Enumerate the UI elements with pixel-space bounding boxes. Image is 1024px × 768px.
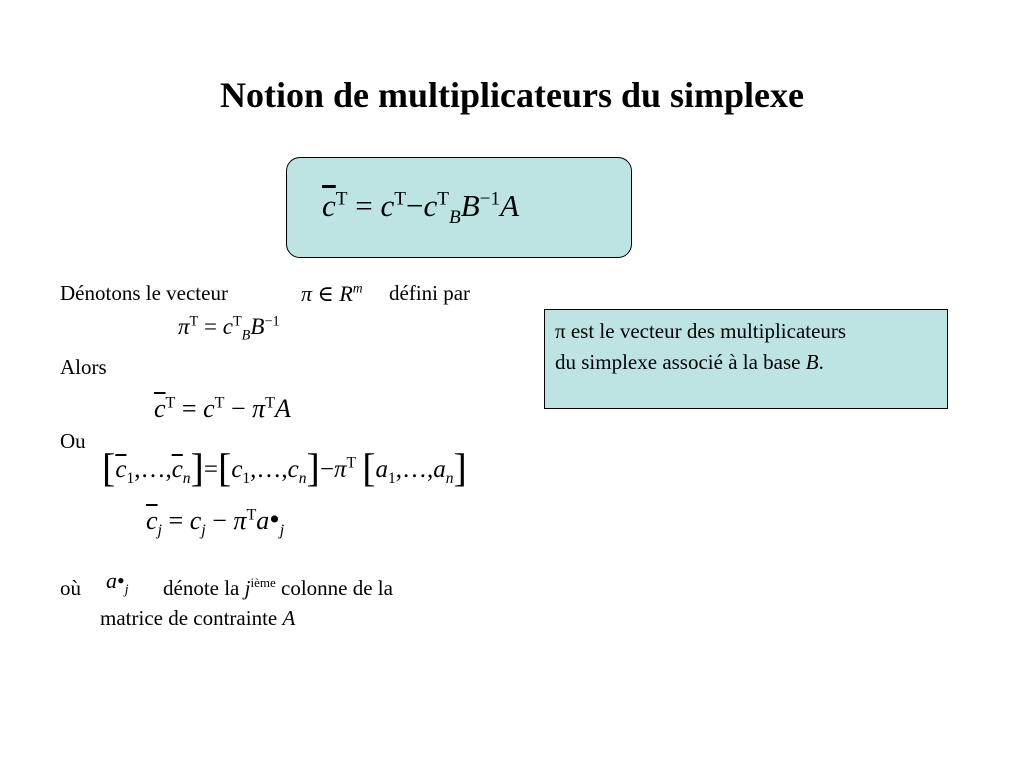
a-dot-j: $a•_j$ (106, 568, 129, 597)
vector-equation: $[\overline{c}_1,\dots,\overline{c}_n]=[c_1,\dots,c_n]-\pi^T$ $[a_1,\dots,a_n]$ (102, 445, 467, 490)
denote-line: dénote la $j^{ième}$ colonne de la (163, 575, 393, 600)
matrice-line: matrice de contrainte A (100, 606, 296, 630)
ou-accent-label: où (60, 576, 81, 600)
pi-in-rm: π ∈ $R^m$ (301, 280, 363, 306)
info-box (544, 309, 948, 409)
ou-label: Ou (60, 429, 86, 453)
denotons-prefix: Dénotons le vecteur (60, 281, 228, 305)
box-formula: $\overline{c}^T = c^T-c^T_BB^{-1}A$ (322, 188, 520, 229)
alors-label: Alors (60, 355, 107, 379)
denotons-suffix: défini par (389, 281, 471, 305)
reduced-cost-equation: $\overline{c}^T = c^T - \pi^TA$ (154, 394, 291, 423)
pi-definition: $\pi^T = c^T_BB^{-1}$ (178, 313, 280, 344)
info-line-1: π est le vecteur des multiplicateurs (555, 319, 847, 343)
info-line-2: du simplexe associé à la base B. (555, 350, 824, 374)
slide-title: Notion de multiplicateurs du simplexe (219, 75, 804, 115)
component-equation: $\overline{c}_j = c_j$ − $\pi^Ta•_j$ (146, 503, 285, 540)
